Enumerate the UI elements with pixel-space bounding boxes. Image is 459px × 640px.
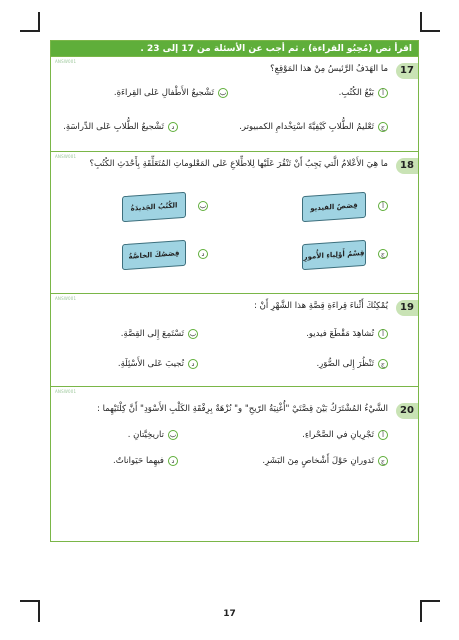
page-number: 17 xyxy=(223,609,236,619)
option-b[interactable] xyxy=(128,429,178,441)
option-d[interactable] xyxy=(63,121,178,133)
option-text: تَسْتَمِعَ إِلى القِصَّةِ. xyxy=(120,329,184,339)
instructions-banner: اقرأ نص (مُحِبُو القراءة) ، ثم أجب عن الأسئلة من 17 إلى 23 . xyxy=(51,41,418,56)
option-letter-circle: ب xyxy=(189,329,197,338)
option-text: بَيْعُ الكُتُبِ. xyxy=(338,88,374,98)
question-17 xyxy=(51,56,418,152)
crop-mark-bottom-right-h xyxy=(420,600,440,602)
question-number: 18 xyxy=(396,158,418,174)
option-text: تَشْجيعُ الطُّلابِ عَلى الدِّراسَةِ. xyxy=(63,122,164,132)
option-letter-circle: أ xyxy=(378,201,388,211)
question-stem: يُمْكِنُكَ أَثْناءَ قِراءَةِ قِصَّةِ هذا الشَّهْرِ أَنْ : xyxy=(254,301,388,311)
question-19 xyxy=(51,293,418,387)
crop-mark-top-right-v xyxy=(420,12,422,32)
option-letter-circle: ج xyxy=(378,456,388,466)
option-a[interactable] xyxy=(339,87,388,99)
option-d[interactable] xyxy=(118,358,198,370)
question-number: 17 xyxy=(396,63,418,79)
crop-mark-bottom-left-h xyxy=(20,600,40,602)
question-18 xyxy=(51,151,418,294)
option-letter-circle: ب xyxy=(169,430,177,439)
question-code: ANSW001 xyxy=(55,389,77,394)
option-c[interactable] xyxy=(316,358,388,370)
option-letter-circle: ب xyxy=(219,88,227,97)
flag-your-stories: قِصَصُكَ الخاصَّةُ xyxy=(122,240,186,270)
flag-parents-section: قِسْمُ أَوْلِياءِ الأُمورِ xyxy=(302,240,366,270)
option-letter-circle: ب xyxy=(199,202,207,210)
question-code: ANSW001 xyxy=(55,154,77,159)
option-d[interactable] xyxy=(108,240,208,270)
option-letter-circle: ج xyxy=(378,122,388,132)
option-letter-circle: أ xyxy=(378,88,388,98)
option-letter-circle: ج xyxy=(378,249,388,259)
question-sheet xyxy=(50,40,419,542)
option-letter-circle: أ xyxy=(378,329,388,339)
option-c[interactable] xyxy=(262,455,388,467)
flag-video-stories: قِصَصُ الفيديو xyxy=(302,192,366,222)
question-stem: الشَّيْءُ المُشْتَرَكُ بَيْنَ قِصَّتَيْ "أُغْنِيَةُ الرّيحِ" و" نُزْهَةٌ بِرِفْقَةِ الكَلْبِ الأَسْوَدِ" أَنَّ كِلْتَيْهِما : xyxy=(97,404,388,414)
option-letter-circle: د xyxy=(168,456,178,466)
option-letter-circle: د xyxy=(188,359,198,369)
question-number: 20 xyxy=(396,403,418,419)
option-b[interactable] xyxy=(121,328,198,340)
option-text: تَعْليمُ الطُّلابِ كَيْفِيَّةَ اسْتِخْدامِ الكمبيوتر. xyxy=(239,122,374,132)
flag-new-books: الكُتُبُ الجَديدَةُ xyxy=(122,192,186,222)
option-a[interactable] xyxy=(302,429,388,441)
option-letter-circle: أ xyxy=(378,430,388,440)
option-c[interactable] xyxy=(288,240,388,270)
option-a[interactable] xyxy=(288,192,388,222)
question-stem: ما الهَدَفُ الرَّئيسُ مِنْ هذا المَوْقِعِ؟ xyxy=(270,64,388,74)
option-text: فيهِما حَيَواناتٌ. xyxy=(113,456,164,466)
option-d[interactable] xyxy=(113,455,178,467)
option-text: تَنْظُرَ إِلى الصُّوَرِ. xyxy=(316,359,374,369)
crop-mark-top-left-h xyxy=(20,30,40,32)
question-code: ANSW001 xyxy=(55,296,77,301)
option-text: تُجيبَ عَلى الأَسْئِلَةِ. xyxy=(117,359,184,369)
crop-mark-top-right-h xyxy=(420,30,440,32)
option-b[interactable] xyxy=(114,87,228,99)
option-letter-circle: ج xyxy=(378,359,388,369)
question-20 xyxy=(51,386,418,542)
question-stem: ما هِيَ الأَعْلامُ الَّتي يَجِبُ أَنْ تَنْقُرَ عَلَيْها لِلاطِّلاعِ عَلى المَعْلوماتِ المُتَعَلِّقَةِ بِأَحْدَثِ الكُتُبِ؟ xyxy=(89,159,388,169)
option-letter-circle: د xyxy=(168,122,178,132)
option-text: تَدورانِ حَوْلَ أَشْخاصٍ مِنَ البَشَرِ. xyxy=(262,456,374,466)
option-c[interactable] xyxy=(239,121,388,133)
option-text: تُشاهِدَ مَقْطَعَ فيديو. xyxy=(306,329,374,339)
crop-mark-top-left-v xyxy=(38,12,40,32)
question-number: 19 xyxy=(396,300,418,316)
option-text: تَجْرِيانِ في الصَّحْراءِ. xyxy=(302,430,374,440)
option-a[interactable] xyxy=(306,328,388,340)
question-code: ANSW001 xyxy=(55,59,77,64)
option-b[interactable] xyxy=(108,192,208,222)
option-text: تاريخِيَّتانِ . xyxy=(127,430,164,440)
option-letter-circle: د xyxy=(198,249,208,259)
option-text: تَشْجيعُ الأَطْفالِ عَلى القِراءَةِ. xyxy=(113,88,214,98)
